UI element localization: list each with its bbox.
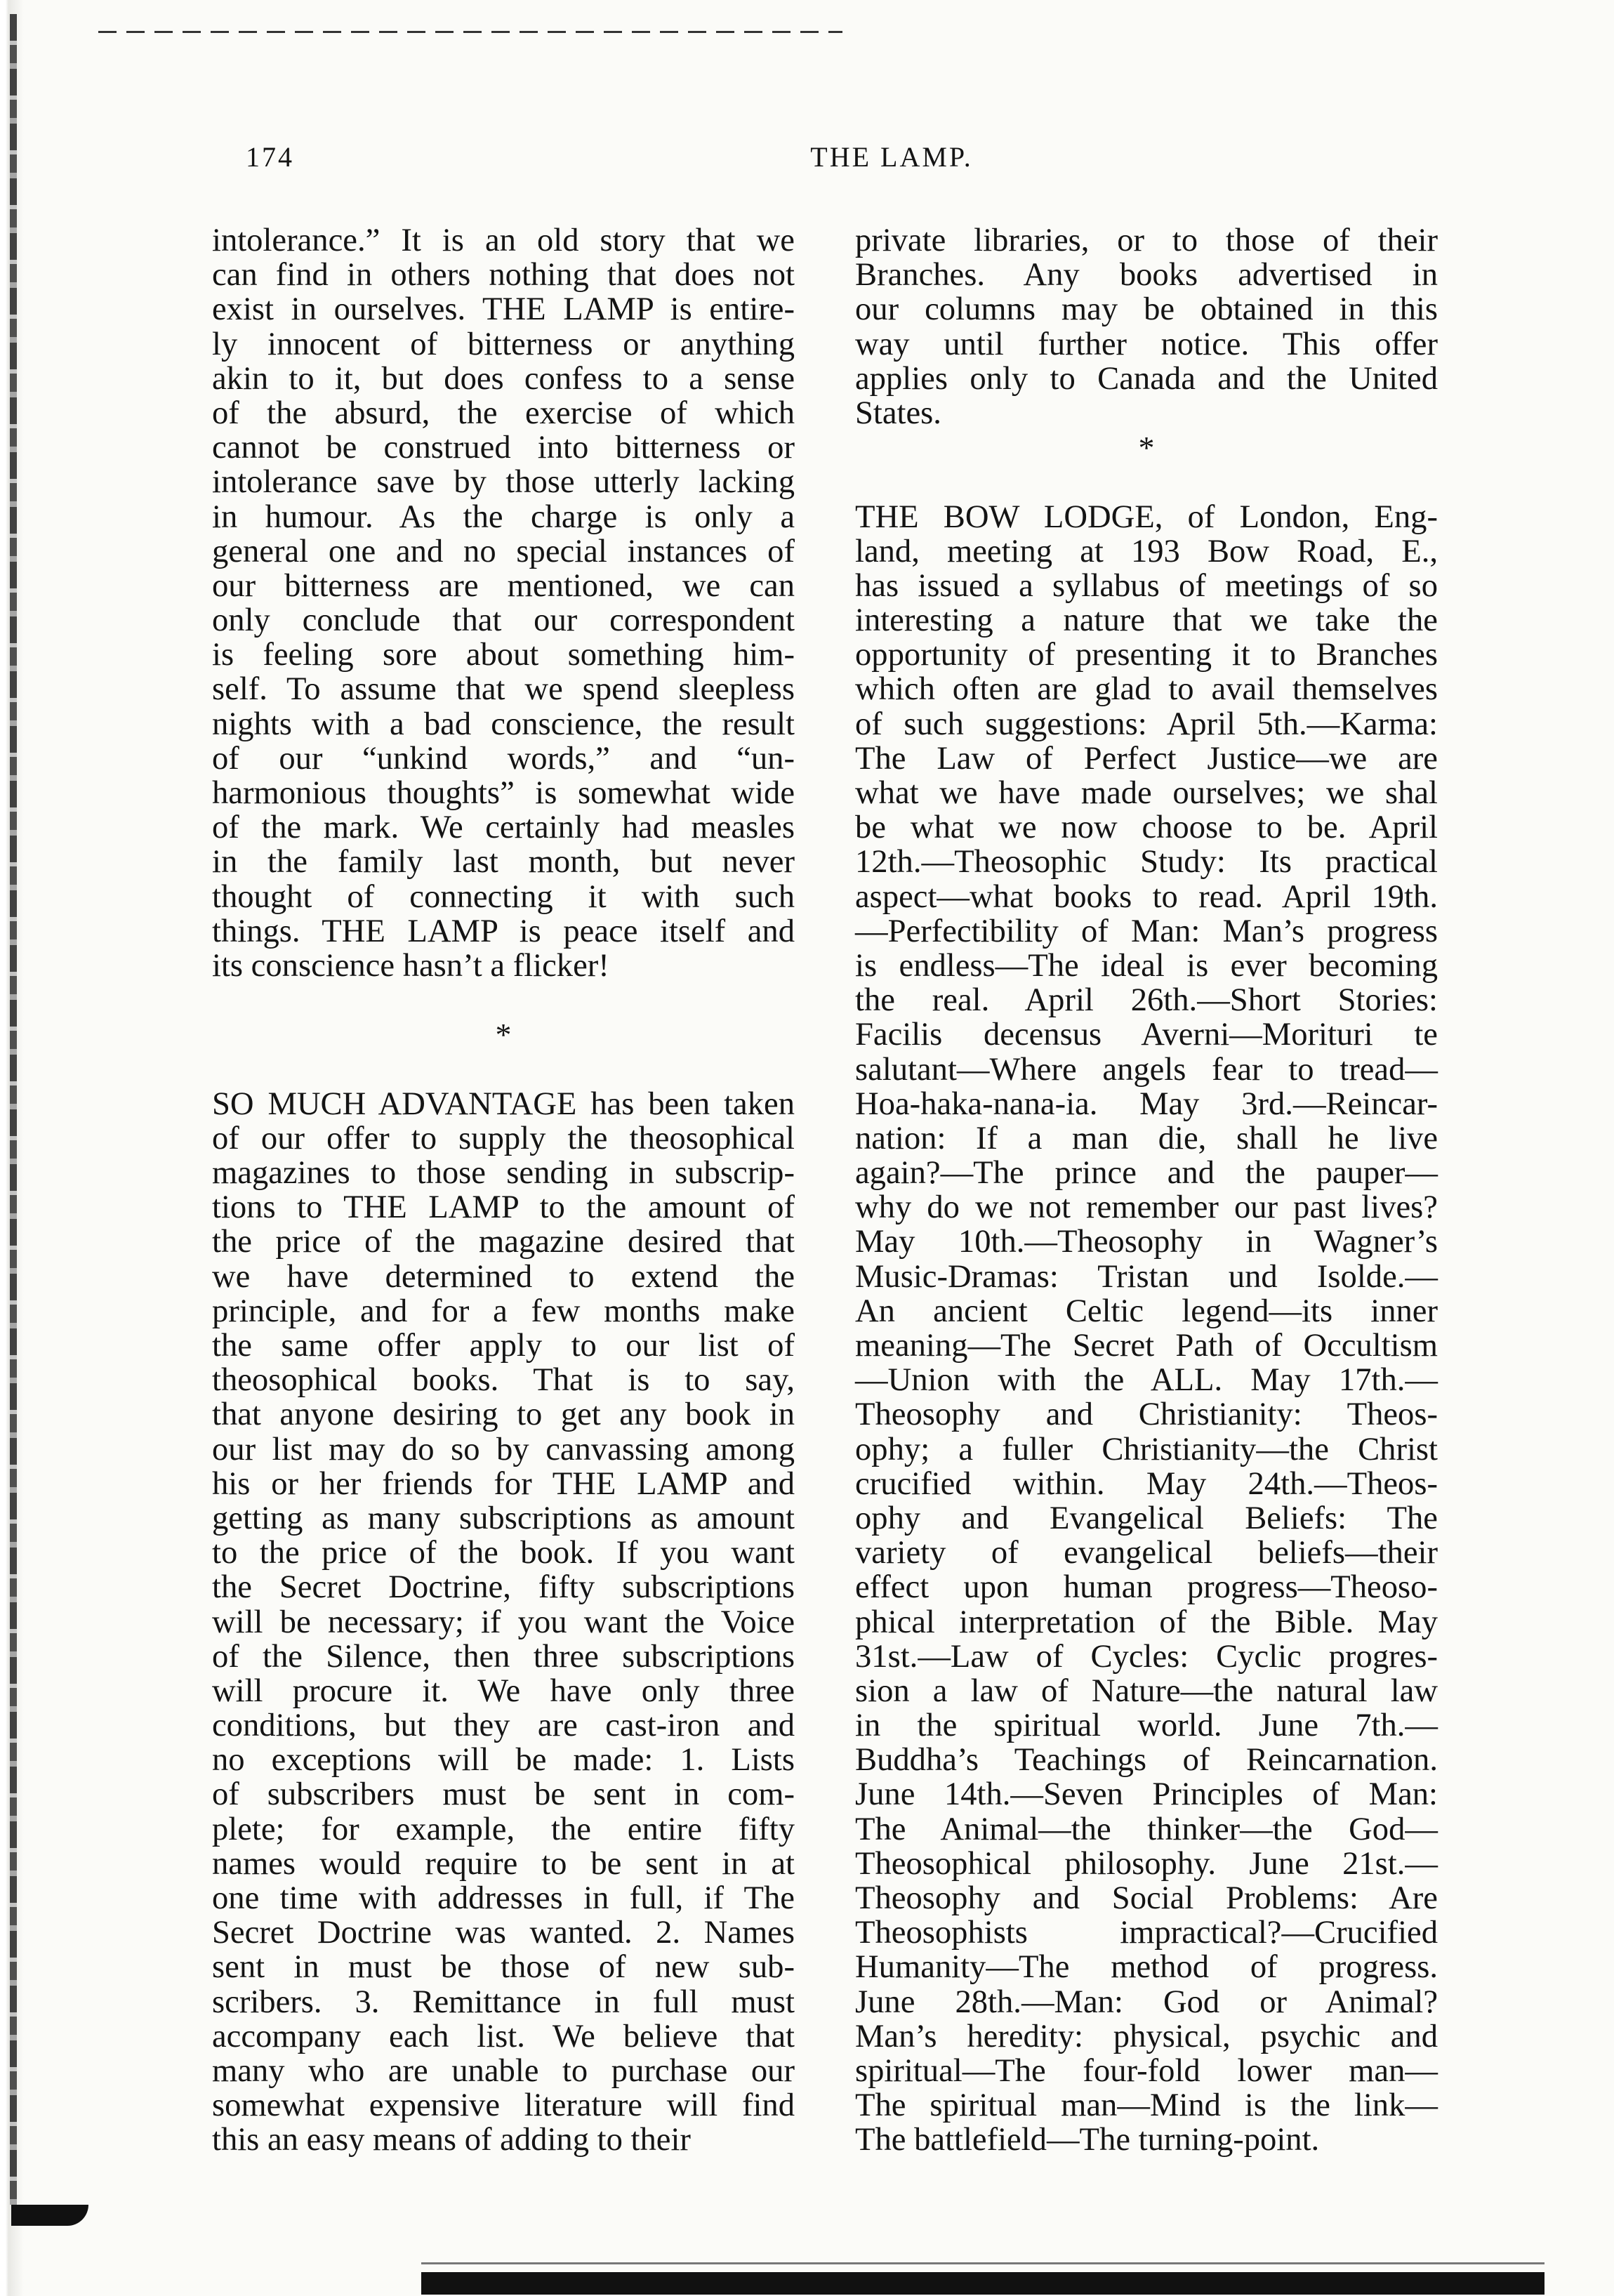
text-line: the real. April 26th.—Short Stories: [855,982,1438,1019]
text-line: one time with addresses in full, if The [212,1880,795,1916]
text-line: Humanity—The method of progress. [855,1948,1438,1986]
text-line: ly innocent of bitterness or anything [212,325,795,362]
text-line: The battlefield—The turning-point. [855,2121,1320,2158]
text-line: no exceptions will be made: 1. Lists [212,1741,795,1779]
text-line: principle, and for a few months make [212,1292,795,1329]
text-line: of our “unkind words,” and “un- [212,739,795,777]
text-line: accompany each list. We believe that [212,2017,795,2054]
text-line: crucified within. May 24th.—Theos- [855,1465,1438,1502]
text-line: cannot be construed into bitterness or [212,429,795,466]
text-line: Theosophy and Social Problems: Are [855,1880,1438,1916]
text-line: general one and no special instances of [212,532,795,569]
text-line: can find in others nothing that does not [212,256,795,293]
text-line: Music-Dramas: Tristan und Isolde.— [855,1258,1438,1295]
text-line: tions to THE LAMP to the amount of [212,1189,795,1226]
text-line: Branches. Any books advertised in [855,256,1438,293]
text-line: his or her friends for THE LAMP and [212,1465,795,1502]
text-line: plete; for example, the entire fifty [212,1810,795,1847]
text-line: of such suggestions: April 5th.—Karma: [855,705,1438,742]
paragraph-gap [855,465,1438,499]
text-line: salutant—Where angels fear to tread— [855,1050,1438,1088]
text-line: variety of evangelical beliefs—their [855,1534,1438,1571]
text-line: private libraries, or to those of their [855,222,1438,258]
text-line: An ancient Celtic legend—its inner [855,1292,1438,1329]
text-line: that anyone desiring to get any book in [212,1396,795,1433]
text-line: The spiritual man—Mind is the link— [855,2087,1438,2124]
text-line: Secret Doctrine was wanted. 2. Names [212,1914,795,1951]
text-line: of the mark. We certainly had measles [212,809,795,846]
binding-corner [11,2205,88,2226]
text-line: June 14th.—Seven Principles of Man: [855,1776,1438,1813]
text-line: the same offer apply to our list of [212,1327,795,1364]
text-line: Theosophists impractical?—Crucified [855,1914,1438,1951]
text-line: things. THE LAMP is peace itself and [212,912,795,949]
text-line: land, meeting at 193 Bow Road, E., [855,532,1438,569]
text-line: our list may do so by canvassing among [212,1430,795,1467]
text-line: be what we now choose to be. April [855,809,1438,846]
text-line: getting as many subscriptions as amount [212,1499,795,1536]
left-column [212,223,795,2158]
paragraph-bow-lodge-syllabus [855,500,1438,2158]
text-line: of subscribers must be sent in com- [212,1776,795,1813]
paragraph-correspondent-reply [212,223,795,983]
text-line: will be necessary; if you want the Voice [212,1603,795,1640]
text-line: opportunity of presenting it to Branches [855,636,1438,673]
text-line: in humour. As the charge is only a [212,498,795,535]
text-line: Hoa-haka-nana-ia. May 3rd.—Reincar- [855,1085,1438,1122]
text-line: nights with a bad conscience, the result [212,705,795,742]
text-line: aspect—what books to read. April 19th. [855,878,1438,915]
text-line: again?—The prince and the pauper— [855,1154,1438,1192]
text-line: Facilis decensus Averni—Morituri te [855,1016,1438,1053]
text-line: applies only to Canada and the United [855,359,1438,397]
text-line: exist in ourselves. THE LAMP is entire- [212,291,795,328]
text-line: way until further notice. This offer [855,325,1438,362]
text-line: phical interpretation of the Bible. May [855,1603,1438,1640]
text-line: we have determined to extend the [212,1258,795,1295]
text-line: States. [855,394,941,431]
bottom-rule [421,2262,1544,2295]
text-line: ophy and Evangelical Beliefs: The [855,1499,1438,1536]
text-line: magazines to those sending in subscrip- [212,1154,795,1192]
top-rule [98,31,842,33]
text-line: our bitterness are mentioned, we can [212,567,795,604]
right-column [855,223,1438,2158]
text-line: intolerance save by those utterly lacking [212,463,795,501]
text-line: which often are glad to avail themselves [855,671,1438,708]
running-title: THE LAMP. [810,141,973,173]
text-line: many who are unable to purchase our [212,2052,795,2089]
text-line: our columns may be obtained in this [855,291,1438,328]
text-line: its conscience hasn’t a flicker! [212,946,609,984]
text-line: —Perfectibility of Man: Man’s progress [855,912,1438,949]
text-line: of our offer to supply the theosophical [212,1119,795,1156]
text-line: what we have made ourselves; we shal [855,774,1438,811]
text-line: The Animal—the thinker—the God— [855,1810,1438,1847]
text-line: somewhat expensive literature will find [212,2087,795,2124]
text-line: effect upon human progress—Theoso- [855,1569,1438,1606]
text-line: SO MUCH ADVANTAGE has been taken [212,1085,795,1122]
section-separator: * [1138,430,1155,466]
text-line: the price of the magazine desired that [212,1223,795,1260]
text-line: self. To assume that we spend sleepless [212,671,795,708]
text-line: June 28th.—Man: God or Animal? [855,1983,1438,2020]
text-line: 31st.—Law of Cycles: Cyclic progres- [855,1637,1438,1675]
text-line: intolerance.” It is an old story that we [212,222,795,258]
binding-shadow [10,14,17,2205]
text-line: conditions, but they are cast-iron and [212,1707,795,1744]
text-line: meaning—The Secret Path of Occultism [855,1327,1438,1364]
text-line: in the family last month, but never [212,843,795,880]
text-line: in the spiritual world. June 7th.— [855,1707,1438,1744]
text-line: scribers. 3. Remittance in full must [212,1983,795,2020]
text-line: Theosophical philosophy. June 21st.— [855,1845,1438,1882]
text-line: only conclude that our correspondent [212,602,795,639]
text-line: names would require to be sent in at [212,1845,795,1882]
text-line: is endless—The ideal is ever becoming [855,946,1438,984]
text-line: The Law of Perfect Justice—we are [855,739,1438,777]
paragraph-book-offer-continued [855,223,1438,430]
paragraph-book-offer [212,1087,795,2158]
text-line: harmonious thoughts” is somewhat wide [212,774,795,811]
text-line: the Secret Doctrine, fifty subscriptions [212,1569,795,1606]
text-line: of the Silence, then three subscriptions [212,1637,795,1675]
text-line: —Union with the ALL. May 17th.— [855,1361,1438,1399]
text-line: why do we not remember our past lives? [855,1189,1438,1226]
text-line: May 10th.—Theosophy in Wagner’s [855,1223,1438,1260]
running-head [232,140,1552,183]
text-line: akin to it, but does confess to a sense [212,359,795,397]
text-line: THE BOW LODGE, of London, Eng- [855,498,1438,535]
text-line: spiritual—The four-fold lower man— [855,2052,1438,2089]
text-line: theosophical books. That is to say, [212,1361,795,1399]
text-line: sion a law of Nature—the natural law [855,1672,1438,1709]
text-line: of the absurd, the exercise of which [212,394,795,431]
text-line: interesting a nature that we take the [855,602,1438,639]
text-line: sent in must be those of new sub- [212,1948,795,1986]
text-line: to the price of the book. If you want [212,1534,795,1571]
text-line: has issued a syllabus of meetings of so [855,567,1438,604]
paragraph-gap [212,1053,795,1087]
text-line: is feeling sore about something him- [212,636,795,673]
text-line: ophy; a fuller Christianity—the Christ [855,1430,1438,1467]
section-separator: * [495,1017,512,1053]
text-line: Man’s heredity: physical, psychic and [855,2017,1438,2054]
text-line: 12th.—Theosophic Study: Its practical [855,843,1438,880]
text-line: Buddha’s Teachings of Reincarnation. [855,1741,1438,1779]
text-line: this an easy means of adding to their [212,2121,691,2158]
paragraph-gap [212,983,795,1017]
text-line: Theosophy and Christianity: Theos- [855,1396,1438,1433]
page-number: 174 [246,141,294,173]
text-line: will procure it. We have only three [212,1672,795,1709]
text-line: nation: If a man die, shall he live [855,1119,1438,1156]
text-line: thought of connecting it with such [212,878,795,915]
